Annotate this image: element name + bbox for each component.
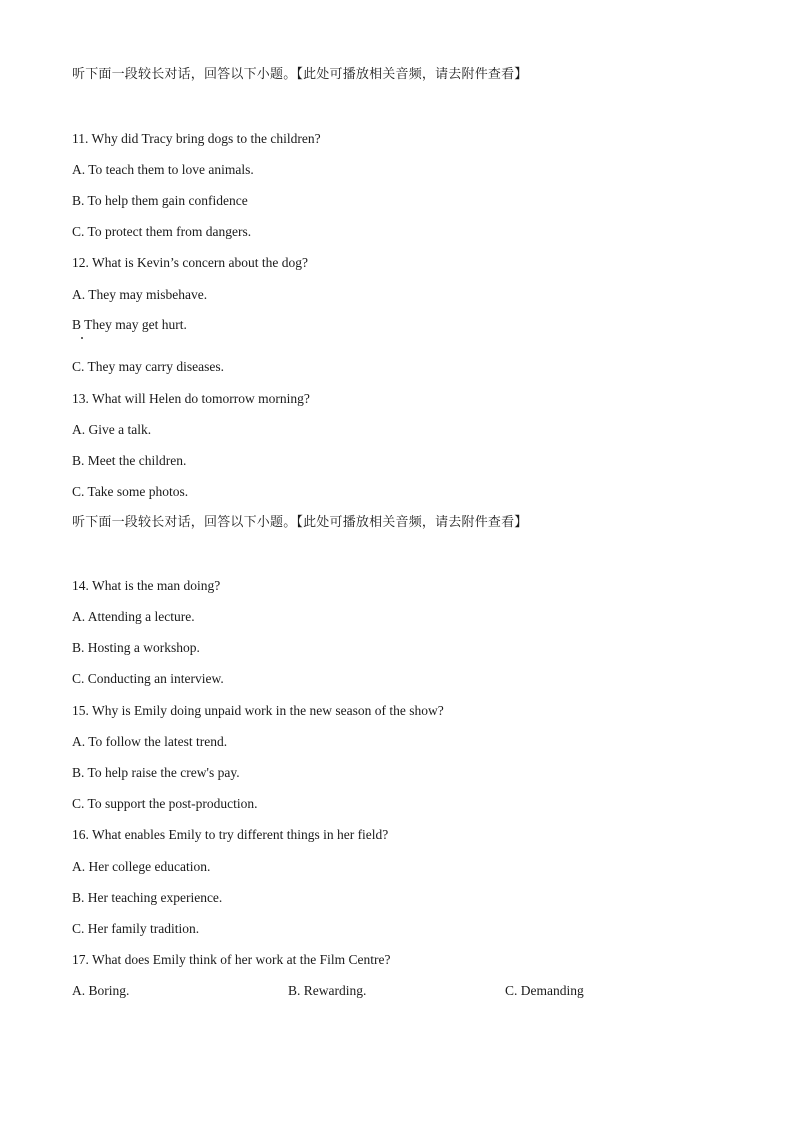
question-stem-13: 13. What will Helen do tomorrow morning? <box>72 391 310 406</box>
option-12-c: C. They may carry diseases. <box>72 359 224 374</box>
option-16-c: C. Her family tradition. <box>72 921 200 936</box>
option-12-b: B They may get hurt. <box>72 317 187 332</box>
question-stem-11: 11. Why did Tracy bring dogs to the children? <box>72 131 321 146</box>
option-17-a: A. Boring. <box>72 983 130 998</box>
question-stem-12: 12. What is Kevin’s concern about the dog? <box>72 255 308 270</box>
option-15-c: C. To support the post-production. <box>72 796 258 811</box>
option-14-b: B. Hosting a workshop. <box>72 640 200 655</box>
option-14-a: A. Attending a lecture. <box>72 609 195 624</box>
stray-dot-mark <box>81 337 83 339</box>
option-13-c: C. Take some photos. <box>72 484 189 499</box>
option-15-a: A. To follow the latest trend. <box>72 734 228 749</box>
option-13-a: A. Give a talk. <box>72 422 152 437</box>
option-15-b: B. To help raise the crew's pay. <box>72 765 240 780</box>
option-17-c: C. Demanding <box>505 983 584 998</box>
option-11-c: C. To protect them from dangers. <box>72 224 252 239</box>
question-stem-16: 16. What enables Emily to try different things in her field? <box>72 827 389 842</box>
question-stem-14: 14. What is the man doing? <box>72 578 221 593</box>
option-14-c: C. Conducting an interview. <box>72 671 224 686</box>
option-17-b: B. Rewarding. <box>288 983 367 998</box>
option-16-a: A. Her college education. <box>72 859 211 874</box>
question-stem-15: 15. Why is Emily doing unpaid work in the new season of the show? <box>72 703 444 718</box>
option-13-b: B. Meet the children. <box>72 453 187 468</box>
option-11-b: B. To help them gain confidence <box>72 193 248 208</box>
option-16-b: B. Her teaching experience. <box>72 890 223 905</box>
section-instruction: 听下面一段较长对话，回答以下小题。【此处可播放相关音频，请去附件查看】 <box>72 67 528 82</box>
section-instruction: 听下面一段较长对话，回答以下小题。【此处可播放相关音频，请去附件查看】 <box>72 515 528 530</box>
option-12-a: A. They may misbehave. <box>72 287 208 302</box>
option-11-a: A. To teach them to love animals. <box>72 162 254 177</box>
question-stem-17: 17. What does Emily think of her work at the Film Centre? <box>72 952 391 967</box>
